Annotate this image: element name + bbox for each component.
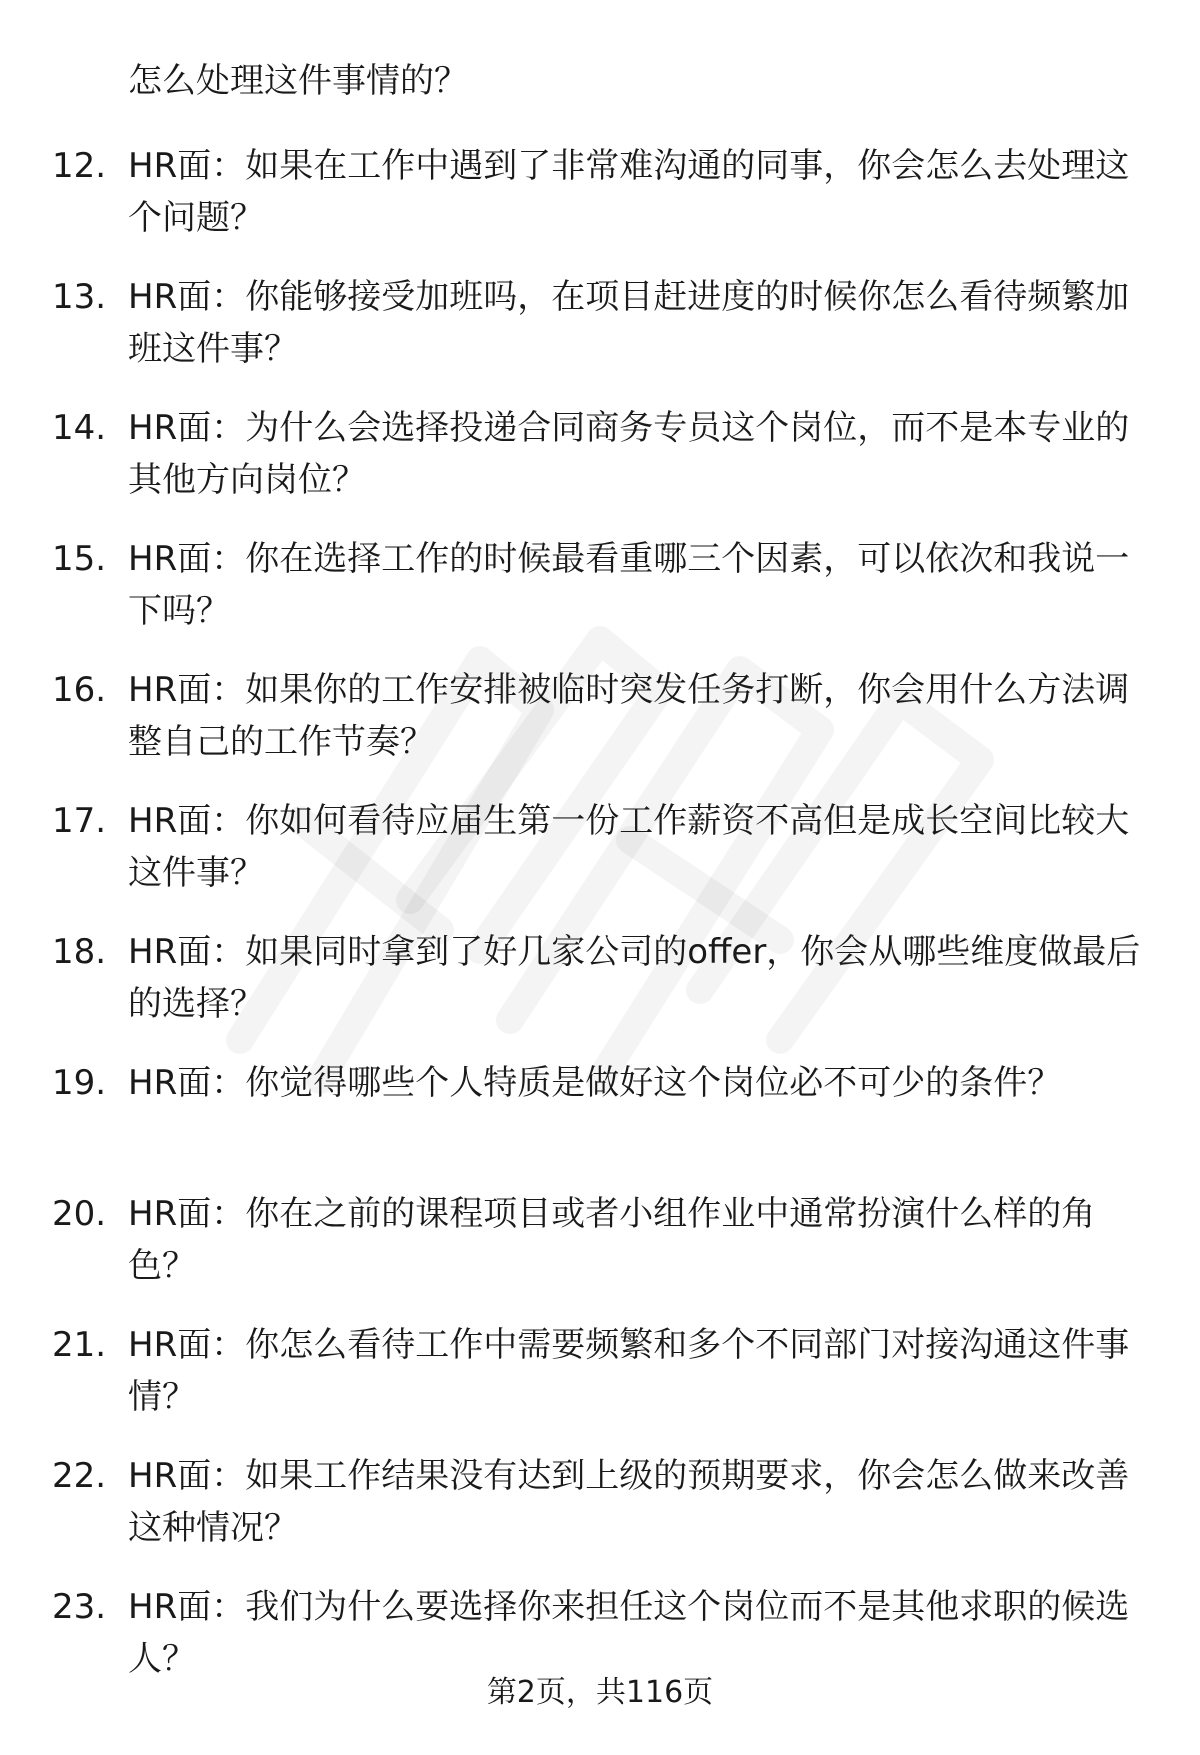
list-item: [0, 1188, 1200, 1319]
list-item: [0, 795, 1200, 926]
list-item: [0, 664, 1200, 795]
question-number: 17.: [52, 801, 107, 841]
question-number: 12.: [52, 146, 107, 186]
question-number: 16.: [52, 670, 107, 710]
question-number: 14.: [52, 408, 107, 448]
list-item: [0, 402, 1200, 533]
question-number: 21.: [52, 1325, 107, 1365]
question-text: HR面：如果你的工作安排被临时突发任务打断，你会用什么方法调整自己的工作节奏？: [128, 670, 1130, 762]
question-text: HR面：你如何看待应届生第一份工作薪资不高但是成长空间比较大这件事？: [128, 801, 1130, 893]
question-text: HR面：你在选择工作的时候最看重哪三个因素，可以依次和我说一下吗？: [128, 539, 1130, 631]
list-item: [0, 271, 1200, 402]
question-text: HR面：如果在工作中遇到了非常难沟通的同事，你会怎么去处理这个问题？: [128, 146, 1130, 238]
question-number: 23.: [52, 1587, 107, 1627]
list-item: [0, 1319, 1200, 1450]
list-item: [0, 1057, 1200, 1188]
question-number: 15.: [52, 539, 107, 579]
question-text: HR面：你在之前的课程项目或者小组作业中通常扮演什么样的角色？: [128, 1194, 1096, 1286]
question-list: [0, 140, 1200, 1712]
question-text: HR面：如果工作结果没有达到上级的预期要求，你会怎么做来改善这种情况？: [128, 1456, 1130, 1548]
list-item: [0, 1450, 1200, 1581]
question-text: HR面：你能够接受加班吗，在项目赶进度的时候你怎么看待频繁加班这件事？: [128, 277, 1130, 369]
question-number: 22.: [52, 1456, 107, 1496]
question-text: HR面：如果同时拿到了好几家公司的offer，你会从哪些维度做最后的选择？: [128, 932, 1141, 1024]
list-item: [0, 533, 1200, 664]
list-item: [0, 140, 1200, 271]
question-number: 18.: [52, 932, 107, 972]
question-text: HR面：我们为什么要选择你来担任这个岗位而不是其他求职的候选人？: [128, 1587, 1130, 1679]
question-text: HR面：为什么会选择投递合同商务专员这个岗位，而不是本专业的其他方向岗位？: [128, 408, 1130, 500]
question-text: HR面：你觉得哪些个人特质是做好这个岗位必不可少的条件？: [128, 1063, 1062, 1103]
question-number: 13.: [52, 277, 107, 317]
question-text: HR面：你怎么看待工作中需要频繁和多个不同部门对接沟通这件事情？: [128, 1325, 1130, 1417]
question-number: 19.: [52, 1063, 107, 1103]
continued-question-text: 怎么处理这件事情的？: [128, 61, 468, 101]
page-footer: 第2页，共116页: [486, 1675, 714, 1710]
list-item: [0, 926, 1200, 1057]
question-number: 20.: [52, 1194, 107, 1234]
